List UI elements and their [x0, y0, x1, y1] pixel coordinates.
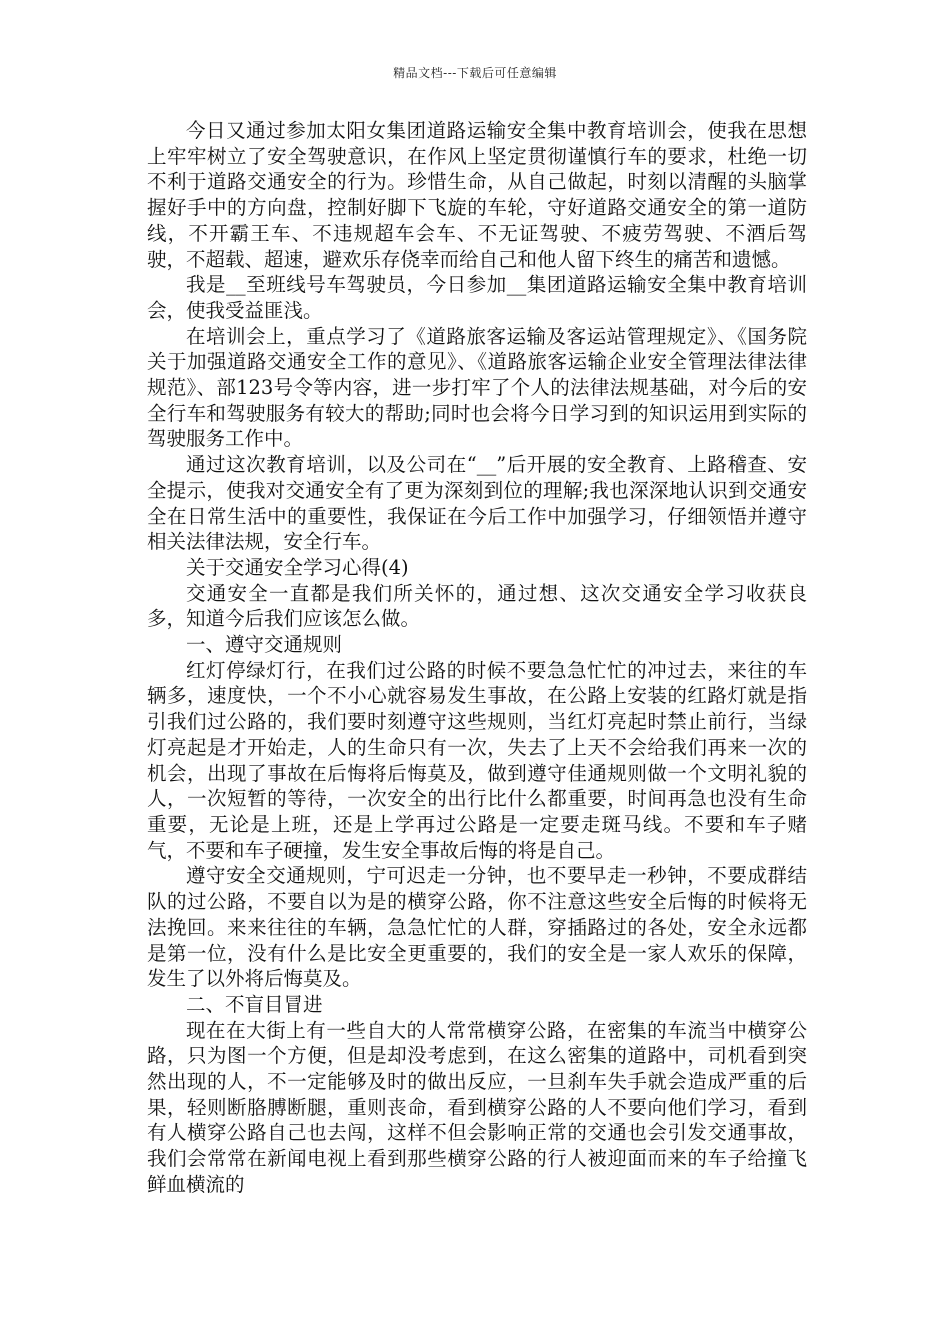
document-body [147, 118, 807, 1198]
paragraph-intro: 今日又通过参加太阳女集团道路运输安全集中教育培训会，使我在思想上牢牢树立了安全驾驶意识，在作风上坚定贯彻谨慎行车的要求，杜绝一切不利于道路交通安全的行为。珍惜生命，从自己做起，时刻以清醒的头脑掌握好手中的方向盘，控制好脚下飞旋的车轮，守好道路交通安全的第一道防线，不开霸王车、不违规超车会车、不无证驾驶、不疲劳驾驶、不酒后驾驶，不超载、超速，避欢乐存侥幸而给自己和他人留下终生的痛苦和遗憾。 [147, 119, 807, 271]
heading-no-rash: 二、不盲目冒进 [186, 992, 323, 1016]
page-header: 精品文档---下载后可任意编辑 [393, 66, 557, 80]
paragraph-understanding: 通过这次教育培训，以及公司在“__”后开展的安全教育、上路稽查、安全提示，使我对交通安全有了更为深刻到位的理解;我也深深地认识到交通安全在日常生活中的重要性，我保证在今后工作中加强学习，仔细领悟并遵守相关法律法规，安全行车。 [147, 453, 807, 554]
paragraph-training-content: 在培训会上，重点学习了《道路旅客运输及客运站管理规定》、《国务院关于加强道路交通安全工作的意见》、《道路旅客运输企业安全管理法律法律规范》、部123号令等内容，进一步打牢了个人的法律法规基础，对今后的安全行车和驾驶服务有较大的帮助;同时也会将今日学习到的知识运用到实际的驾驶服务工作中。 [147, 324, 807, 451]
paragraph-traffic-lights: 红灯停绿灯行，在我们过公路的时候不要急急忙忙的冲过去，来往的车辆多，速度快，一个不小心就容易发生事故，在公路上安装的红路灯就是指引我们过公路的，我们要时刻遵守这些规则，当红灯亮起时禁止前行，当绿灯亮起是才开始走，人的生命只有一次，失去了上天不会给我们再来一次的机会，出现了事故在后悔将后悔莫及，做到遵守佳通规则做一个文明礼貌的人，一次短暂的等待，一次安全的出行比什么都重要，时间再急也没有生命重要，无论是上班，还是上学再过公路是一定要走斑马线。不要和车子赌气，不要和车子硬撞，发生安全事故后悔的将是自己。 [147, 658, 807, 862]
paragraph-driver: 我是__至班线号车驾驶员，今日参加__集团道路运输安全集中教育培训会，使我受益匪浅。 [147, 273, 807, 322]
section-title: 关于交通安全学习心得(4) [186, 555, 409, 579]
paragraph-jaywalking: 现在在大街上有一些自大的人常常横穿公路，在密集的车流当中横穿公路，只为图一个方便，但是却没考虑到，在这么密集的道路中，司机看到突然出现的人，不一定能够及时的做出反应，一旦刹车失手就会造成严重的后果，轻则断胳膊断腿，重则丧命，看到横穿公路的人不要向他们学习，看到有人横穿公路自己也去闯，这样不但会影响正常的交通也会引发交通事故，我们会常常在新闻电视上看到那些横穿公路的行人被迎面而来的车子给撞飞鲜血横流的 [147, 1018, 807, 1196]
heading-obey-rules: 一、遵守交通规则 [186, 633, 343, 657]
paragraph-safety-rules: 遵守安全交通规则，宁可迟走一分钟，也不要早走一秒钟，不要成群结队的过公路，不要自以为是的横穿公路，你不注意这些安全后悔的时候将无法挽回。来来往往的车辆，急急忙忙的人群，穿插路过的各处，安全永远都是第一位，没有什么是比安全更重要的，我们的安全是一家人欢乐的保障，发生了以外将后悔莫及。 [147, 864, 807, 991]
paragraph-summary: 交通安全一直都是我们所关怀的，通过想、这次交通安全学习收获良多，知道今后我们应该怎么做。 [147, 581, 807, 631]
